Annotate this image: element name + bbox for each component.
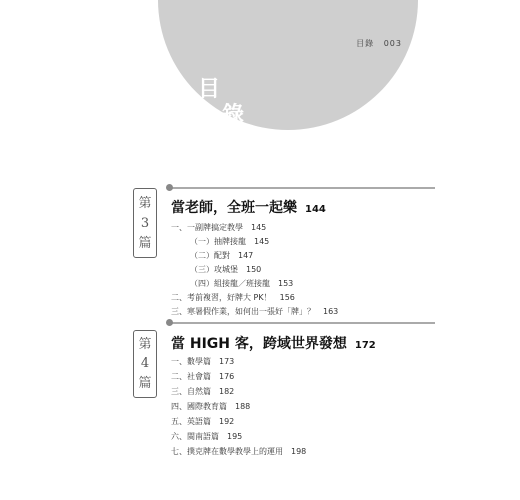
entry-text: （四）組接龍／班接龍: [190, 279, 270, 288]
entry-text: 三、自然篇: [171, 387, 211, 396]
rule-dot: [166, 319, 173, 326]
entry-text: （一）抽牌接龍: [190, 237, 246, 246]
entry-page: 147: [238, 251, 254, 260]
entry-page: 156: [279, 293, 295, 302]
chapter-title: [171, 197, 326, 217]
tab-char: 篇: [138, 375, 152, 391]
entry-text: 二、社會篇: [171, 372, 211, 381]
entry-text: 三、寒暑假作業，如何出一張好「牌」？: [171, 307, 315, 316]
toc-entry[interactable]: [171, 416, 234, 427]
toc-entry[interactable]: [171, 371, 234, 382]
tab-number: 3: [140, 215, 150, 231]
running-header: [356, 38, 402, 49]
entry-page: 176: [219, 372, 235, 381]
entry-page: 182: [219, 387, 235, 396]
entry-text: 一、一副牌搞定教學: [171, 223, 243, 232]
tab-number: 4: [140, 356, 150, 372]
header-page-number: 003: [383, 39, 402, 48]
entry-page: 145: [254, 237, 270, 246]
entry-page: 145: [251, 223, 267, 232]
entry-text: （二）配對: [190, 251, 230, 260]
toc-entry[interactable]: [171, 222, 266, 233]
chapter-rule: [170, 187, 435, 189]
toc-entry[interactable]: [171, 446, 306, 457]
rule-dot: [166, 184, 173, 191]
toc-entry[interactable]: [171, 431, 242, 442]
toc-entry[interactable]: [171, 356, 234, 367]
chapter-page: 144: [305, 204, 326, 215]
tab-char: 篇: [138, 235, 152, 251]
entry-page: 173: [219, 357, 235, 366]
decorative-circle: [158, 0, 418, 130]
chapter-rule: [170, 322, 435, 324]
entry-text: 七、撲克牌在數學教學上的運用: [171, 447, 283, 456]
chapter-tab: [133, 188, 157, 258]
entry-page: 192: [219, 417, 235, 426]
title-char-1: 目: [198, 77, 221, 102]
title-char-2: 錄: [222, 103, 245, 128]
entry-page: 150: [246, 265, 262, 274]
entry-page: 163: [323, 307, 339, 316]
chapter-title-text: 當老師，全班一起樂: [171, 200, 297, 216]
tab-char: 第: [138, 337, 152, 353]
chapter-title: [171, 333, 376, 353]
toc-entry[interactable]: [190, 278, 293, 289]
entry-text: 六、閩南語篇: [171, 432, 219, 441]
entry-page: 195: [227, 432, 243, 441]
entry-page: 153: [278, 279, 294, 288]
entry-text: 四、國際教育篇: [171, 402, 227, 411]
toc-entry[interactable]: [171, 401, 250, 412]
entry-text: 五、英語篇: [171, 417, 211, 426]
entry-page: 198: [291, 447, 307, 456]
toc-entry[interactable]: [171, 306, 338, 317]
toc-entry[interactable]: [190, 264, 261, 275]
chapter-tab: [133, 330, 157, 398]
entry-text: 一、數學篇: [171, 357, 211, 366]
toc-entry[interactable]: [190, 236, 269, 247]
toc-entry[interactable]: [171, 386, 234, 397]
entry-text: （三）攻城堡: [190, 265, 238, 274]
entry-text: 二、考前複習，好牌大 PK！: [171, 293, 272, 302]
toc-entry[interactable]: [190, 250, 253, 261]
entry-page: 188: [235, 402, 251, 411]
running-title: 目錄: [356, 39, 375, 48]
chapter-title-text: 當 HIGH 客，跨域世界發想: [171, 336, 347, 352]
tab-char: 第: [138, 195, 152, 211]
toc-entry[interactable]: [171, 292, 295, 303]
chapter-page: 172: [354, 340, 376, 351]
